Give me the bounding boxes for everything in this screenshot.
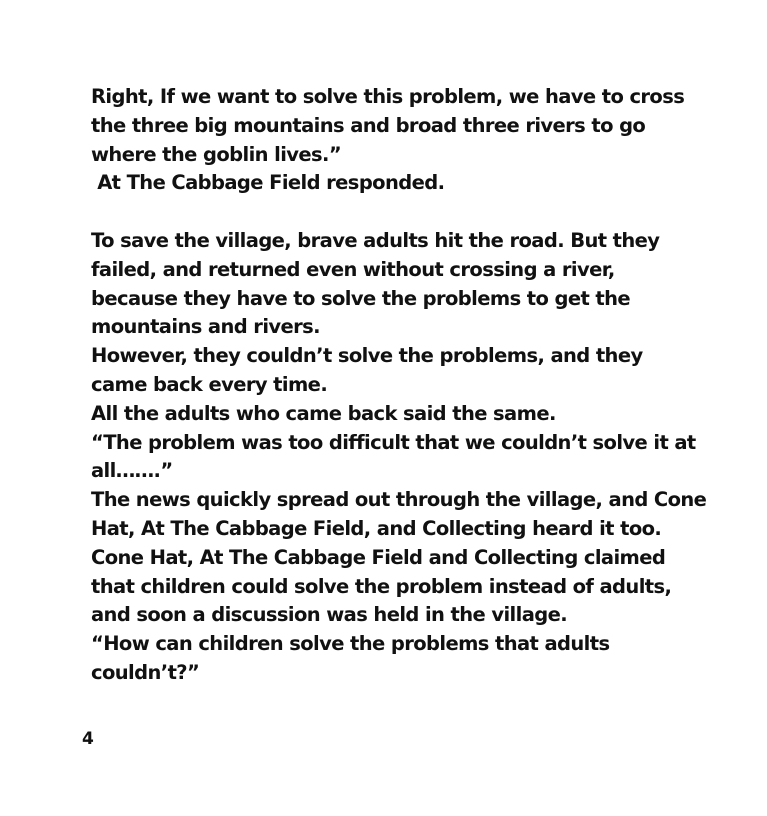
text-line: “How can children solve the problems that adults	[91, 632, 610, 656]
paragraph-1	[91, 83, 691, 198]
text-line: that children could solve the problem instead of adults,	[91, 574, 672, 598]
text-line: Hat, At The Cabbage Field, and Collecting heard it too.	[91, 516, 662, 540]
text-line: came back every time.	[91, 372, 328, 396]
story-text	[91, 83, 707, 688]
text-line: mountains and rivers.	[91, 315, 320, 339]
text-line: At The Cabbage Field responded.	[91, 171, 445, 195]
paragraph-spacer	[91, 198, 691, 227]
paragraph-2	[91, 227, 707, 688]
text-line: where the goblin lives.”	[91, 142, 342, 166]
page-number: 4	[82, 729, 94, 749]
text-line: because they have to solve the problems to get the	[91, 286, 631, 310]
text-line: The news quickly spread out through the village, and Cone	[91, 488, 707, 512]
text-line: failed, and returned even without crossing a river,	[91, 257, 615, 281]
text-line: All the adults who came back said the same.	[91, 401, 556, 425]
text-line: the three big mountains and broad three rivers to go	[91, 113, 646, 137]
text-line: However, they couldn’t solve the problems, and they	[91, 344, 643, 368]
text-line: To save the village, brave adults hit the road. But they	[91, 228, 660, 252]
text-line: all…….”	[91, 459, 173, 483]
text-line: “The problem was too difficult that we couldn’t solve it at	[91, 430, 696, 454]
text-line: couldn’t?”	[91, 660, 200, 684]
text-line: Right, If we want to solve this problem, we have to cross	[91, 85, 685, 108]
text-line: and soon a discussion was held in the village.	[91, 603, 568, 627]
text-line: Cone Hat, At The Cabbage Field and Collecting claimed	[91, 545, 666, 569]
